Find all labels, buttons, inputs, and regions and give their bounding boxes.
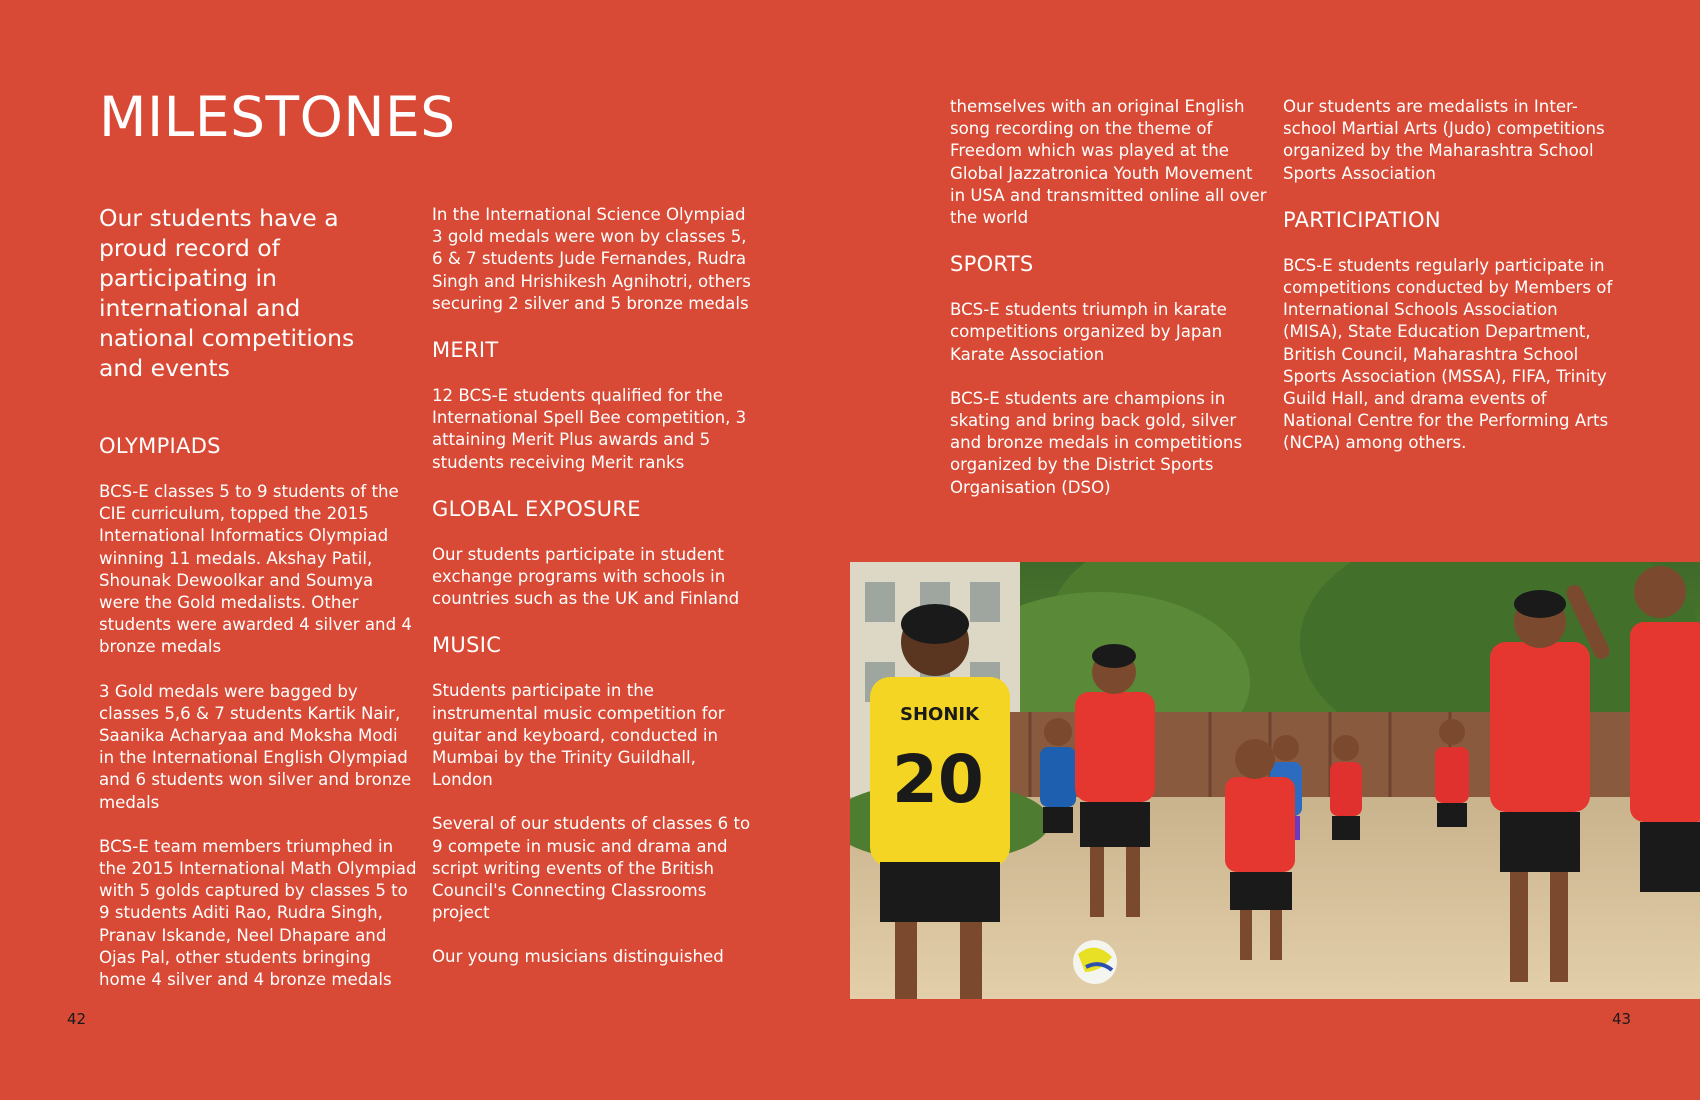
- participation-heading: PARTICIPATION: [1283, 207, 1441, 232]
- participation-text: BCS-E students regularly participate in competitions conducted by Members of International Schools Association (MISA), State Education Department, British Council, Maharashtra School Sports Association (MSSA), FIFA, Trinity Guild Hall, and drama events of National Centre for the Performing Arts (NCPA) among others.: [1283, 255, 1613, 453]
- intro-text: Our students have a proud record of participating in international and national competitions and events: [99, 204, 355, 382]
- sports-skating-text: BCS-E students are champions in skating and bring back gold, silver and bronze medals in competitions organized by the District Sports Organisation (DSO): [950, 388, 1243, 497]
- football-icon: [1073, 940, 1117, 984]
- sports-karate-text: BCS-E students triumph in karate competitions organized by Japan Karate Association: [950, 300, 1227, 364]
- column-olympiads: [99, 433, 417, 1013]
- jersey-number: 20: [892, 741, 984, 818]
- column-participation: [1283, 96, 1613, 477]
- olympiads-math-text: BCS-E team members triumphed in the 2015 International Math Olympiad with 5 golds captured by classes 5 to 9 students Aditi Rao, Rudra Singh, Pranav Iskande, Neel Dhapare and Ojas Pal, other students bringing home 4 silver and 4 bronze medals: [99, 836, 417, 990]
- page-title: MILESTONES: [99, 85, 456, 149]
- merit-heading: MERIT: [432, 338, 499, 363]
- global-exposure-text: Our students participate in student exchange programs with schools in countries such as the UK and Finland: [432, 544, 740, 609]
- olympiads-science-text: In the International Science Olympiad 3 gold medals were won by classes 5, 6 & 7 students Jude Fernandes, Rudra Singh and Hrishikesh Agnihotri, others securing 2 silver and 5 bronze medals: [432, 205, 751, 313]
- music-continued-text: themselves with an original English song recording on the theme of Freedom which was played at the Global Jazzatronica Youth Movement in USA and transmitted online all over the world: [950, 97, 1267, 228]
- football-photo: [850, 562, 1700, 999]
- jersey-name: SHONIK: [900, 704, 980, 725]
- column-merit-music: [432, 204, 757, 991]
- sports-judo-text: Our students are medalists in Inter-school Martial Arts (Judo) competitions organized by the Maharashtra School Sports Association: [1283, 97, 1605, 183]
- olympiads-english-text: 3 Gold medals were bagged by classes 5,6 & 7 students Kartik Nair, Saanika Acharyaa and Moksha Modi in the International English Olympiad and 6 students won silver and bronze medals: [99, 681, 412, 812]
- sports-heading: SPORTS: [950, 252, 1034, 277]
- music-heading: MUSIC: [432, 633, 502, 658]
- olympiads-heading: OLYMPIADS: [99, 434, 221, 458]
- merit-text: 12 BCS-E students qualified for the International Spell Bee competition, 3 attaining Merit Plus awards and 5 students receiving Merit ranks: [432, 386, 747, 472]
- music-instrumental-text: Students participate in the instrumental music competition for guitar and keyboard, conducted in Mumbai by the Trinity Guildhall, London: [432, 681, 725, 790]
- olympiads-informatics-text: BCS-E classes 5 to 9 students of the CIE curriculum, topped the 2015 International Informatics Olympiad winning 11 medals. Akshay Patil, Shounak Dewoolkar and Soumya were the Gold medalists. Other students were awarded 4 silver and 4 bronze medals: [99, 482, 412, 657]
- music-british-council-text: Several of our students of classes 6 to 9 compete in music and drama and script writing events of the British Council's Connecting Classrooms project: [432, 814, 751, 923]
- global-exposure-heading: GLOBAL EXPOSURE: [432, 496, 641, 521]
- page-number-left: 42: [67, 1010, 87, 1028]
- football-photo-illustration: [850, 562, 1700, 999]
- music-musicians-text: Our young musicians distinguished: [432, 947, 724, 967]
- column-sports: [950, 96, 1270, 521]
- page-number-right: 43: [1612, 1010, 1632, 1028]
